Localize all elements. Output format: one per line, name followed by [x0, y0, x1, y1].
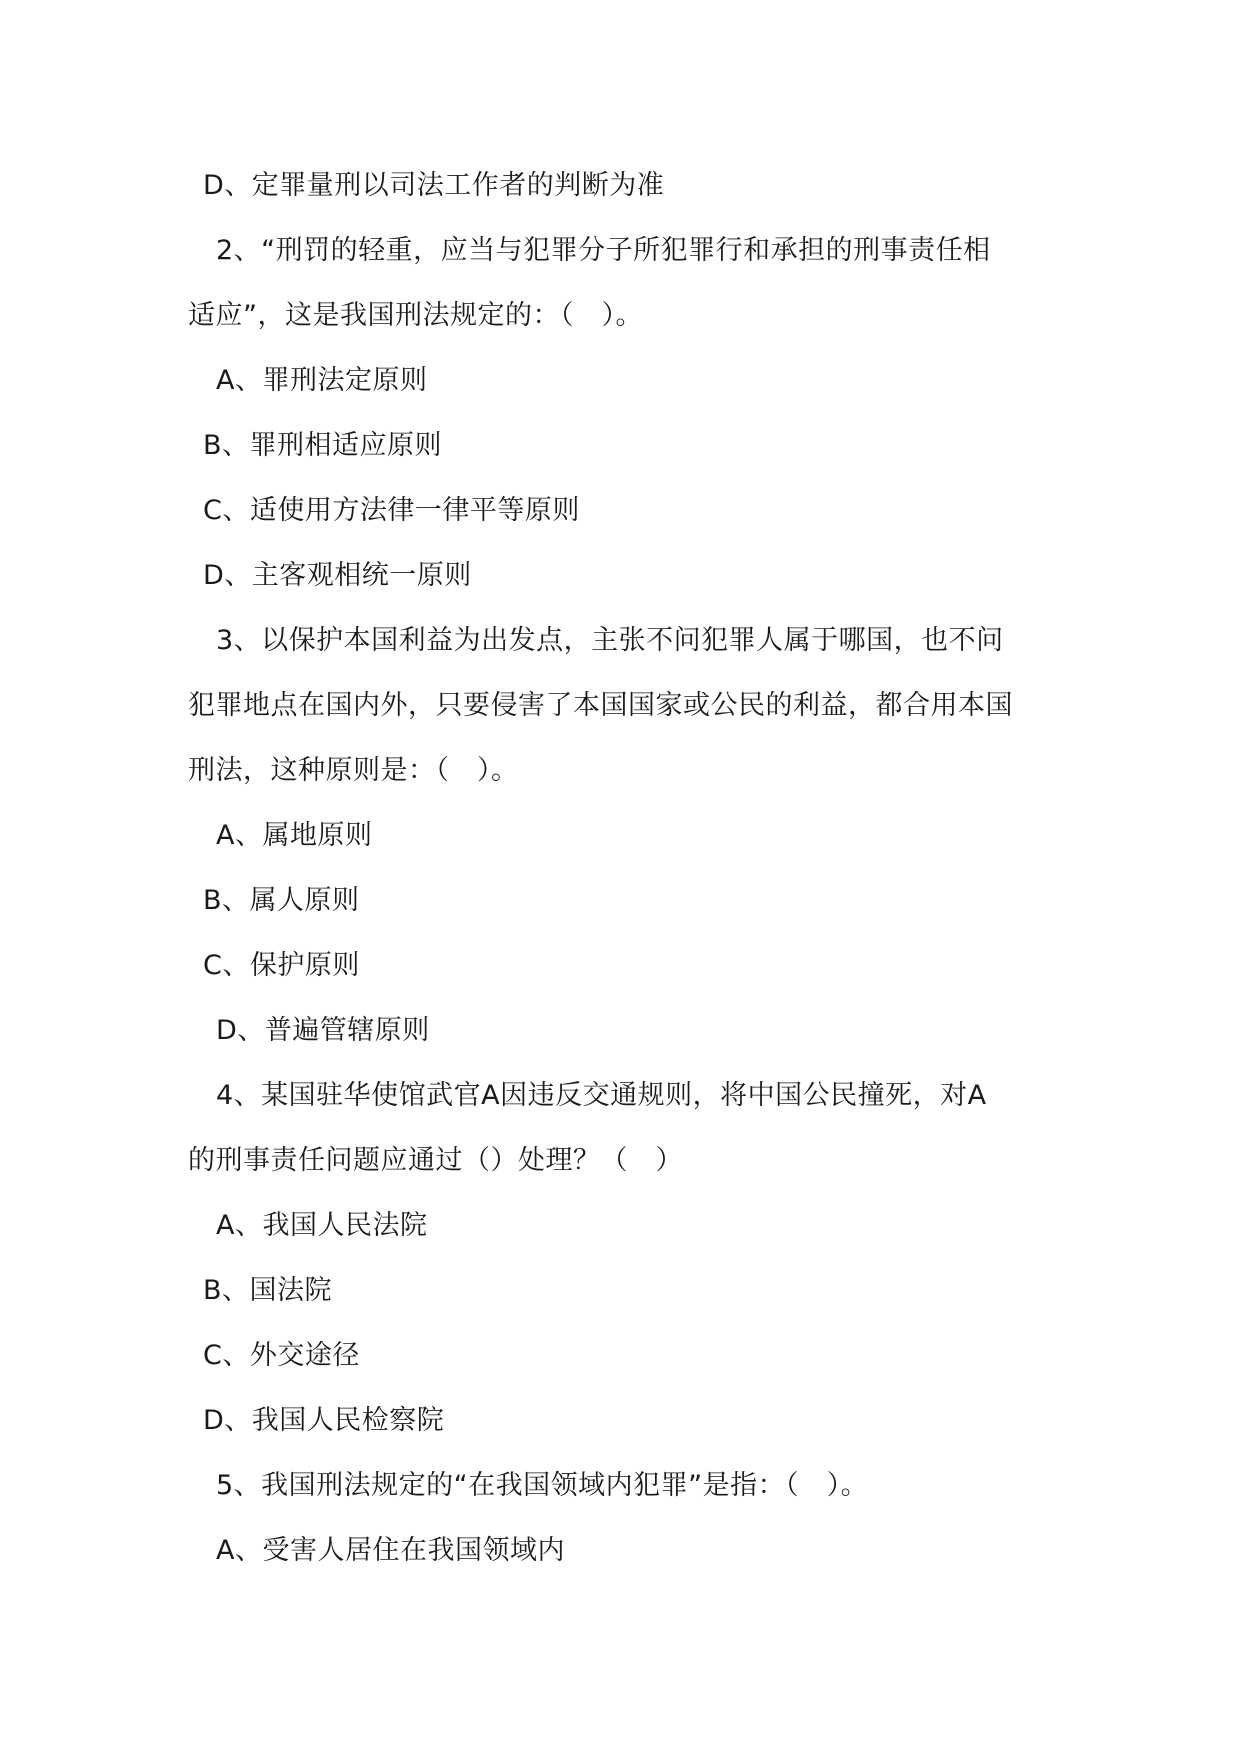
q2-option-c: C、适使用方法律一律平等原则 — [203, 495, 580, 526]
q2-text-line2: 适应”，这是我国刑法规定的：（ ）。 — [188, 300, 643, 331]
q3-option-c: C、保护原则 — [203, 950, 360, 981]
q4-option-d: D、我国人民检察院 — [203, 1405, 445, 1436]
q3-option-b: B、属人原则 — [203, 885, 360, 916]
q5-text-line1: 5、我国刑法规定的“在我国领域内犯罪”是指：（ ）。 — [216, 1470, 869, 1501]
q3-text-line2: 犯罪地点在国内外，只要侵害了本国国家或公民的利益，都合用本国 — [188, 690, 1013, 721]
q3-text-line1: 3、以保护本国利益为出发点，主张不问犯罪人属于哪国，也不问 — [216, 625, 1004, 656]
q4-option-a: A、我国人民法院 — [216, 1210, 428, 1241]
q4-option-c: C、外交途径 — [203, 1340, 360, 1371]
q2-option-d: D、主客观相统一原则 — [203, 560, 472, 591]
q3-option-a: A、属地原则 — [216, 820, 373, 851]
q3-text-line3: 刑法，这种原则是：（ ）。 — [188, 755, 519, 786]
q4-text-line1: 4、某国驻华使馆武官A因违反交通规则，将中国公民撞死，对A — [216, 1080, 987, 1111]
q5-option-a: A、受害人居住在我国领域内 — [216, 1535, 565, 1566]
q2-option-b: B、罪刑相适应原则 — [203, 430, 443, 461]
q2-option-a: A、罪刑法定原则 — [216, 365, 428, 396]
q2-text-line1: 2、“刑罚的轻重，应当与犯罪分子所犯罪行和承担的刑事责任相 — [216, 235, 991, 266]
q4-option-b: B、国法院 — [203, 1275, 333, 1306]
q3-option-d: D、普遍管辖原则 — [216, 1015, 430, 1046]
q1-option-d: D、定罪量刑以司法工作者的判断为准 — [203, 170, 665, 201]
q4-text-line2: 的刑事责任问题应通过（）处理？（ ） — [188, 1145, 683, 1176]
